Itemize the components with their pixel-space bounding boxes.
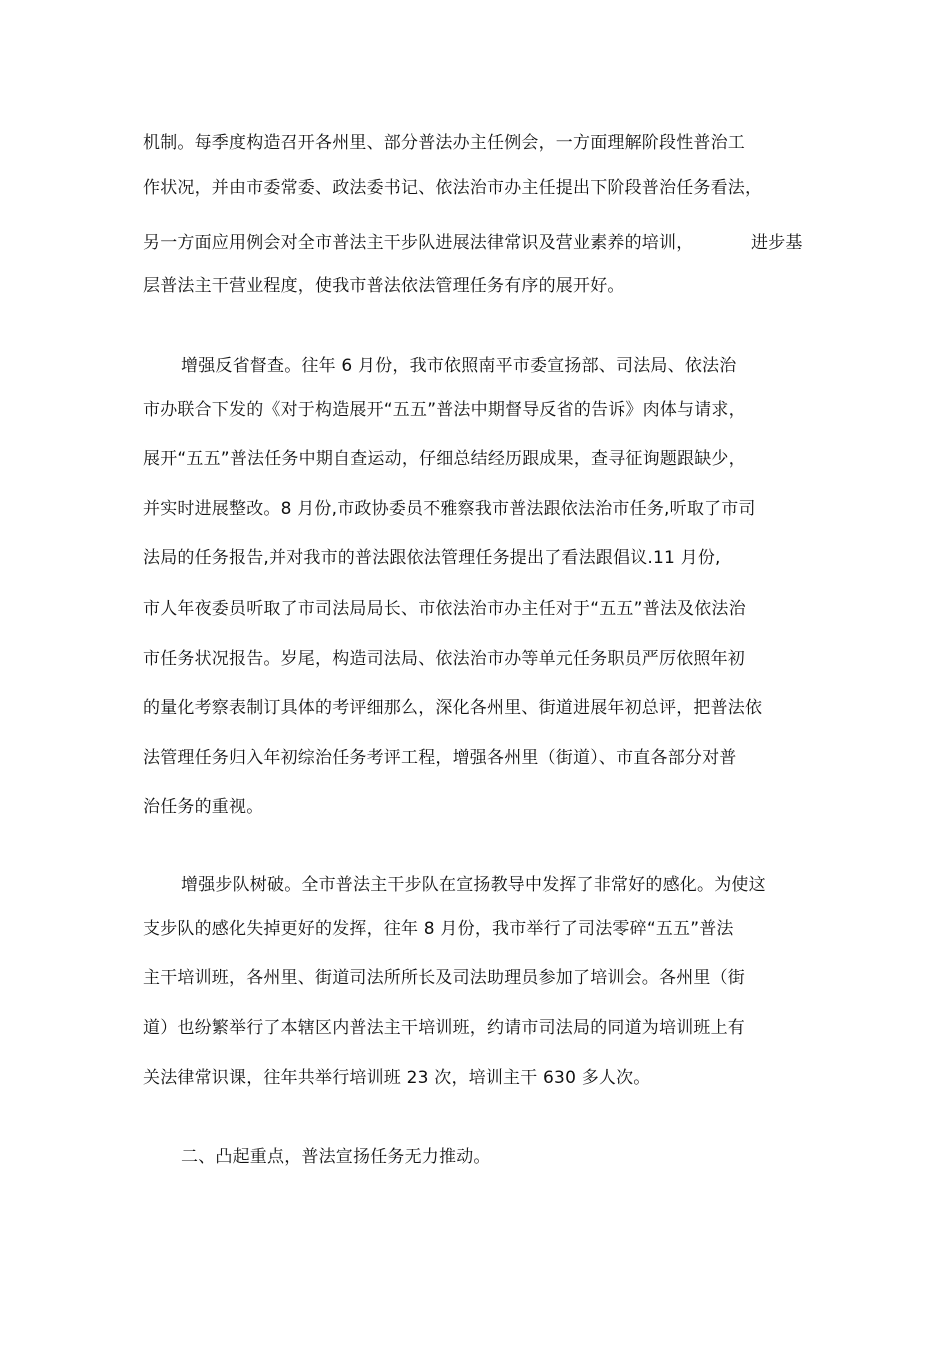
paragraph-3-line-4: 道）也纷繁举行了本辖区内普法主干培训班，约请市司法局的同道为培训班上有 xyxy=(143,1018,745,1038)
paragraph-2-line-3: 展开“五五”普法任务中期自查运动，仔细总结经历跟成果，查寻征询题跟缺少， xyxy=(143,449,746,469)
paragraph-2-line-7: 市任务状况报告。岁尾，构造司法局、依法治市办等单元任务职员严厉依照年初 xyxy=(143,649,745,669)
paragraph-3-line-1: 增强步队树破。全市普法主干步队在宣扬教导中发挥了非常好的感化。为使这 xyxy=(181,875,766,895)
paragraph-1-line-4: 层普法主干营业程度，使我市普法依法管理任务有序的展开好。 xyxy=(143,276,625,296)
paragraph-2-line-6: 市人年夜委员听取了市司法局局长、市依法治市办主任对于“五五”普法及依法治 xyxy=(143,599,746,619)
paragraph-2-line-4: 并实时进展整改。8 月份,市政协委员不雅察我市普法跟依法治市任务,听取了市司 xyxy=(143,499,756,519)
paragraph-3-line-5: 关法律常识课，往年共举行培训班 23 次，培训主干 630 多人次。 xyxy=(143,1068,651,1088)
paragraph-2-line-8: 的量化考察表制订具体的考评细那么，深化各州里、街道进展年初总评，把普法依 xyxy=(143,698,763,718)
paragraph-2-line-2: 市办联合下发的《对于构造展开“五五”普法中期督导反省的告诉》肉体与请求， xyxy=(143,400,746,420)
paragraph-1-line-1: 机制。每季度构造召开各州里、部分普法办主任例会，一方面理解阶段性普治工 xyxy=(143,133,745,153)
paragraph-2-line-5: 法局的任务报告,并对我市的普法跟依法管理任务提出了看法跟倡议.11 月份, xyxy=(143,548,721,568)
paragraph-1-line-3-end: 进步基 xyxy=(751,233,803,253)
paragraph-3-line-3: 主干培训班，各州里、街道司法所所长及司法助理员参加了培训会。各州里（街 xyxy=(143,968,745,988)
paragraph-2-line-1: 增强反省督查。往年 6 月份，我市依照南平市委宣扬部、司法局、依法治 xyxy=(181,356,737,376)
paragraph-2-line-10: 治任务的重视。 xyxy=(143,797,264,817)
paragraph-1-line-2: 作状况，并由市委常委、政法委书记、依法治市办主任提出下阶段普治任务看法， xyxy=(143,178,763,198)
paragraph-3-line-2: 支步队的感化失掉更好的发挥，往年 8 月份，我市举行了司法零碎“五五”普法 xyxy=(143,919,734,939)
section-heading: 二、凸起重点，普法宣扬任务无力推动。 xyxy=(181,1147,491,1167)
paragraph-1-line-3: 另一方面应用例会对全市普法主干步队进展法律常识及营业素养的培训， xyxy=(143,233,694,253)
paragraph-2-line-9: 法管理任务归入年初综治任务考评工程，增强各州里（街道）、市直各部分对普 xyxy=(143,748,737,768)
